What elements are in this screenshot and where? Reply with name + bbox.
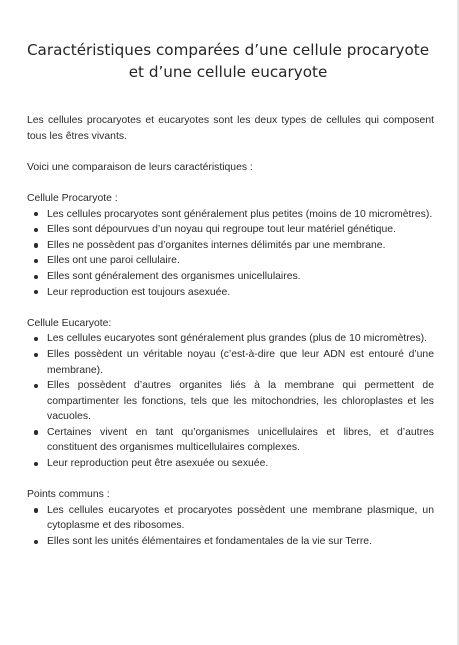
list-item: Elles ont une paroi cellulaire. (27, 253, 434, 269)
list-item: Les cellules procaryotes sont généralement plus petites (moins de 10 micromètres). (27, 207, 434, 223)
spacer (27, 300, 434, 316)
list-item: Elles sont généralement des organismes unicellulaires. (27, 269, 434, 285)
spacer (27, 175, 434, 191)
list-item: Les cellules eucaryotes et procaryotes possèdent une membrane plasmique, un cytoplasme et des ribosomes. (27, 503, 434, 534)
page-title-line-2: et d’une cellule eucaryote (128, 63, 328, 81)
list-item: Elles sont dépourvues d’un noyau qui regroupe tout leur matériel génétique. (27, 222, 434, 238)
list-item: Les cellules eucaryotes sont généralement plus grandes (plus de 10 micromètres). (27, 331, 434, 347)
spacer (27, 144, 434, 160)
list-item: Elles possèdent d’autres organites liés à la membrane qui permettent de compartimenter les fonctions, tels que les mitochondries, les chloroplastes et les vacuoles. (27, 378, 434, 425)
page-title-line-1: Caractéristiques comparées d’une cellule procaryote (26, 41, 430, 59)
communs-list (27, 503, 434, 550)
procaryote-heading: Cellule Procaryote : (27, 192, 118, 204)
list-item: Certaines vivent en tant qu’organismes unicellulaires et libres, et d’autres constituent des organismes multicellulaires complexes. (27, 425, 434, 456)
list-item: Elles possèdent un véritable noyau (c’est-à-dire que leur ADN est entouré d’une membrane). (27, 347, 434, 378)
communs-heading: Points communs : (27, 489, 110, 501)
spacer (27, 472, 434, 488)
eucaryote-heading: Cellule Eucaryote: (27, 317, 112, 329)
intro-paragraph: Les cellules procaryotes et eucaryotes sont les deux types de cellules qui composent tous les êtres vivants. (27, 115, 434, 142)
comparison-lead: Voici une comparaison de leurs caractéristiques : (27, 161, 253, 173)
list-item: Leur reproduction est toujours asexuée. (27, 285, 434, 301)
list-item: Elles sont les unités élémentaires et fondamentales de la vie sur Terre. (27, 534, 434, 550)
page-title (0, 39, 456, 83)
list-item: Leur reproduction peut être asexuée ou sexuée. (27, 456, 434, 472)
document-body (27, 113, 434, 550)
procaryote-list (27, 207, 434, 301)
eucaryote-list (27, 331, 434, 471)
list-item: Elles ne possèdent pas d’organites internes délimités par une membrane. (27, 238, 434, 254)
